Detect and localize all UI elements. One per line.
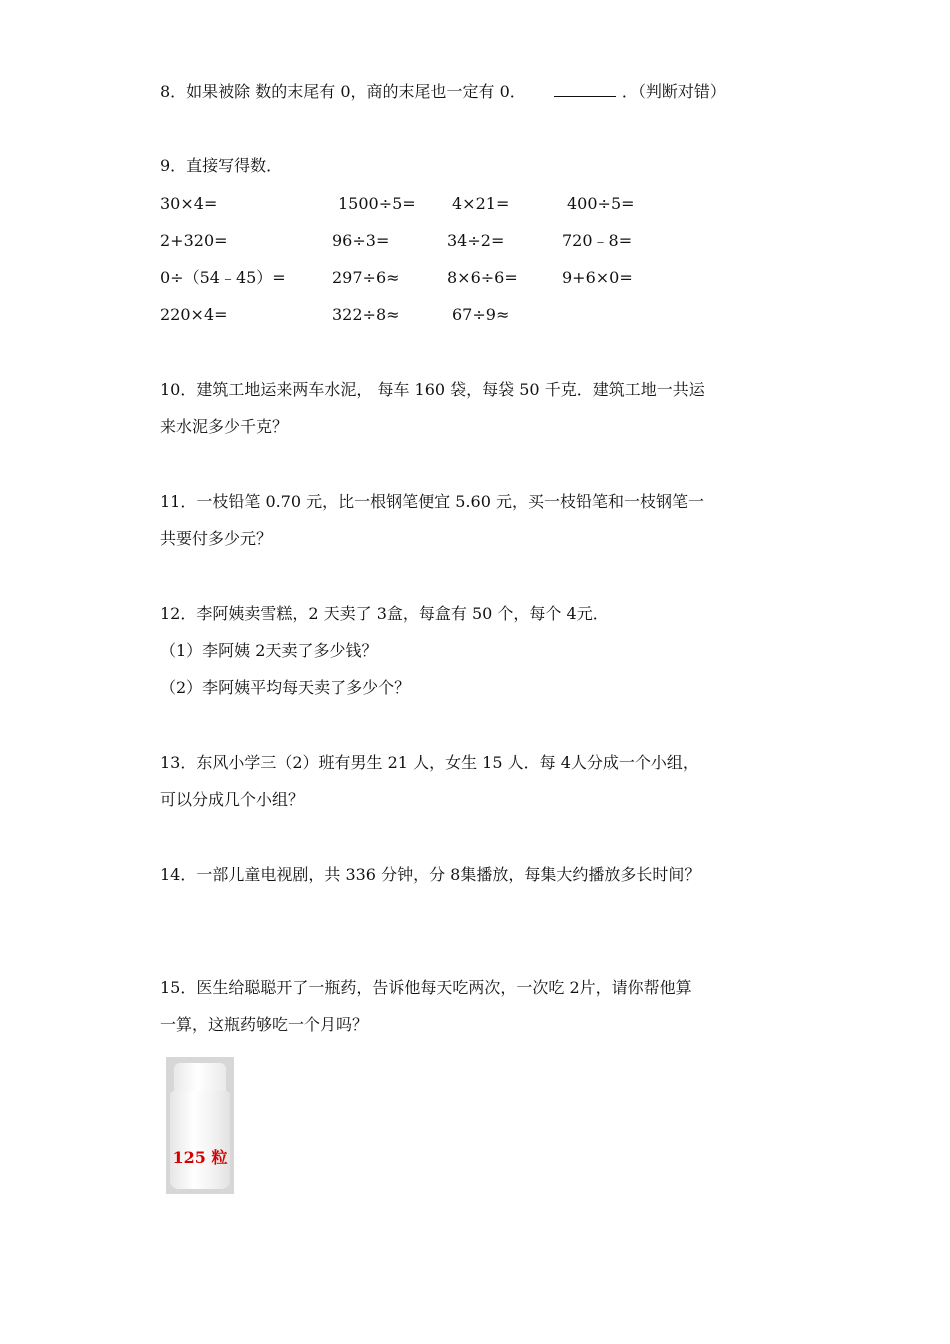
- question-11-line-2: 共要付多少元？: [160, 529, 273, 548]
- question-11-line-1: 11．一枝铅笔 0.70 元，比一根钢笔便宜 5.60 元，买一枝铅笔和一枝钢笔一: [160, 492, 704, 511]
- calc-item: 67÷9≈: [452, 305, 510, 324]
- calc-item: 220×4=: [160, 305, 228, 324]
- question-13-line-1: 13．东风小学三（2）班有男生 21 人，女生 15 人．每 4人分成一个小组，: [160, 753, 699, 772]
- question-9-title: 9．直接写得数．: [160, 156, 283, 175]
- bottle-body: [170, 1091, 230, 1189]
- calc-item: 720﹣8=: [562, 231, 633, 250]
- question-12-line-1: 12．李阿姨卖雪糕，2 天卖了 3盒，每盒有 50 个，每个 4元．: [160, 604, 609, 623]
- calc-item: 2+320=: [160, 231, 228, 250]
- question-13-line-2: 可以分成几个小组？: [160, 790, 305, 809]
- question-14-line-1: 14．一部儿童电视剧，共 336 分钟，分 8集播放，每集大约播放多长时间？: [160, 865, 701, 884]
- question-12-sub-2: （2）李阿姨平均每天卖了多少个？: [160, 678, 411, 697]
- question-8-text: 8．如果被除 数的末尾有 0，商的末尾也一定有 0．: [160, 82, 526, 101]
- bottle-cap: [174, 1063, 226, 1093]
- question-8: [160, 80, 726, 104]
- medicine-bottle-image: [166, 1057, 234, 1194]
- question-12-sub-1: （1）李阿姨 2天卖了多少钱？: [160, 641, 378, 660]
- calc-item: 34÷2=: [447, 231, 505, 250]
- bottle-label: 125 粒: [172, 1148, 228, 1167]
- calc-item: 1500÷5=: [338, 194, 416, 213]
- question-15-line-1: 15．医生给聪聪开了一瓶药，告诉他每天吃两次，一次吃 2片，请你帮他算: [160, 978, 692, 997]
- calc-item: 322÷8≈: [332, 305, 400, 324]
- calc-item: 297÷6≈: [332, 268, 400, 287]
- answer-blank[interactable]: [554, 80, 616, 97]
- calc-item: 8×6÷6=: [447, 268, 518, 287]
- calc-item: 400÷5=: [567, 194, 635, 213]
- question-10-line-1: 10．建筑工地运来两车水泥， 每车 160 袋，每袋 50 千克．建筑工地一共运: [160, 380, 705, 399]
- question-10-line-2: 来水泥多少千克？: [160, 417, 289, 436]
- question-15-line-2: 一算，这瓶药够吃一个月吗？: [160, 1015, 369, 1034]
- calc-item: 30×4=: [160, 194, 218, 213]
- question-8-suffix: ．（判断对错）: [621, 82, 726, 101]
- calc-item: 96÷3=: [332, 231, 390, 250]
- calc-item: 9+6×0=: [562, 268, 633, 287]
- calc-item: 0÷（54﹣45）=: [160, 268, 286, 287]
- calc-item: 4×21=: [452, 194, 510, 213]
